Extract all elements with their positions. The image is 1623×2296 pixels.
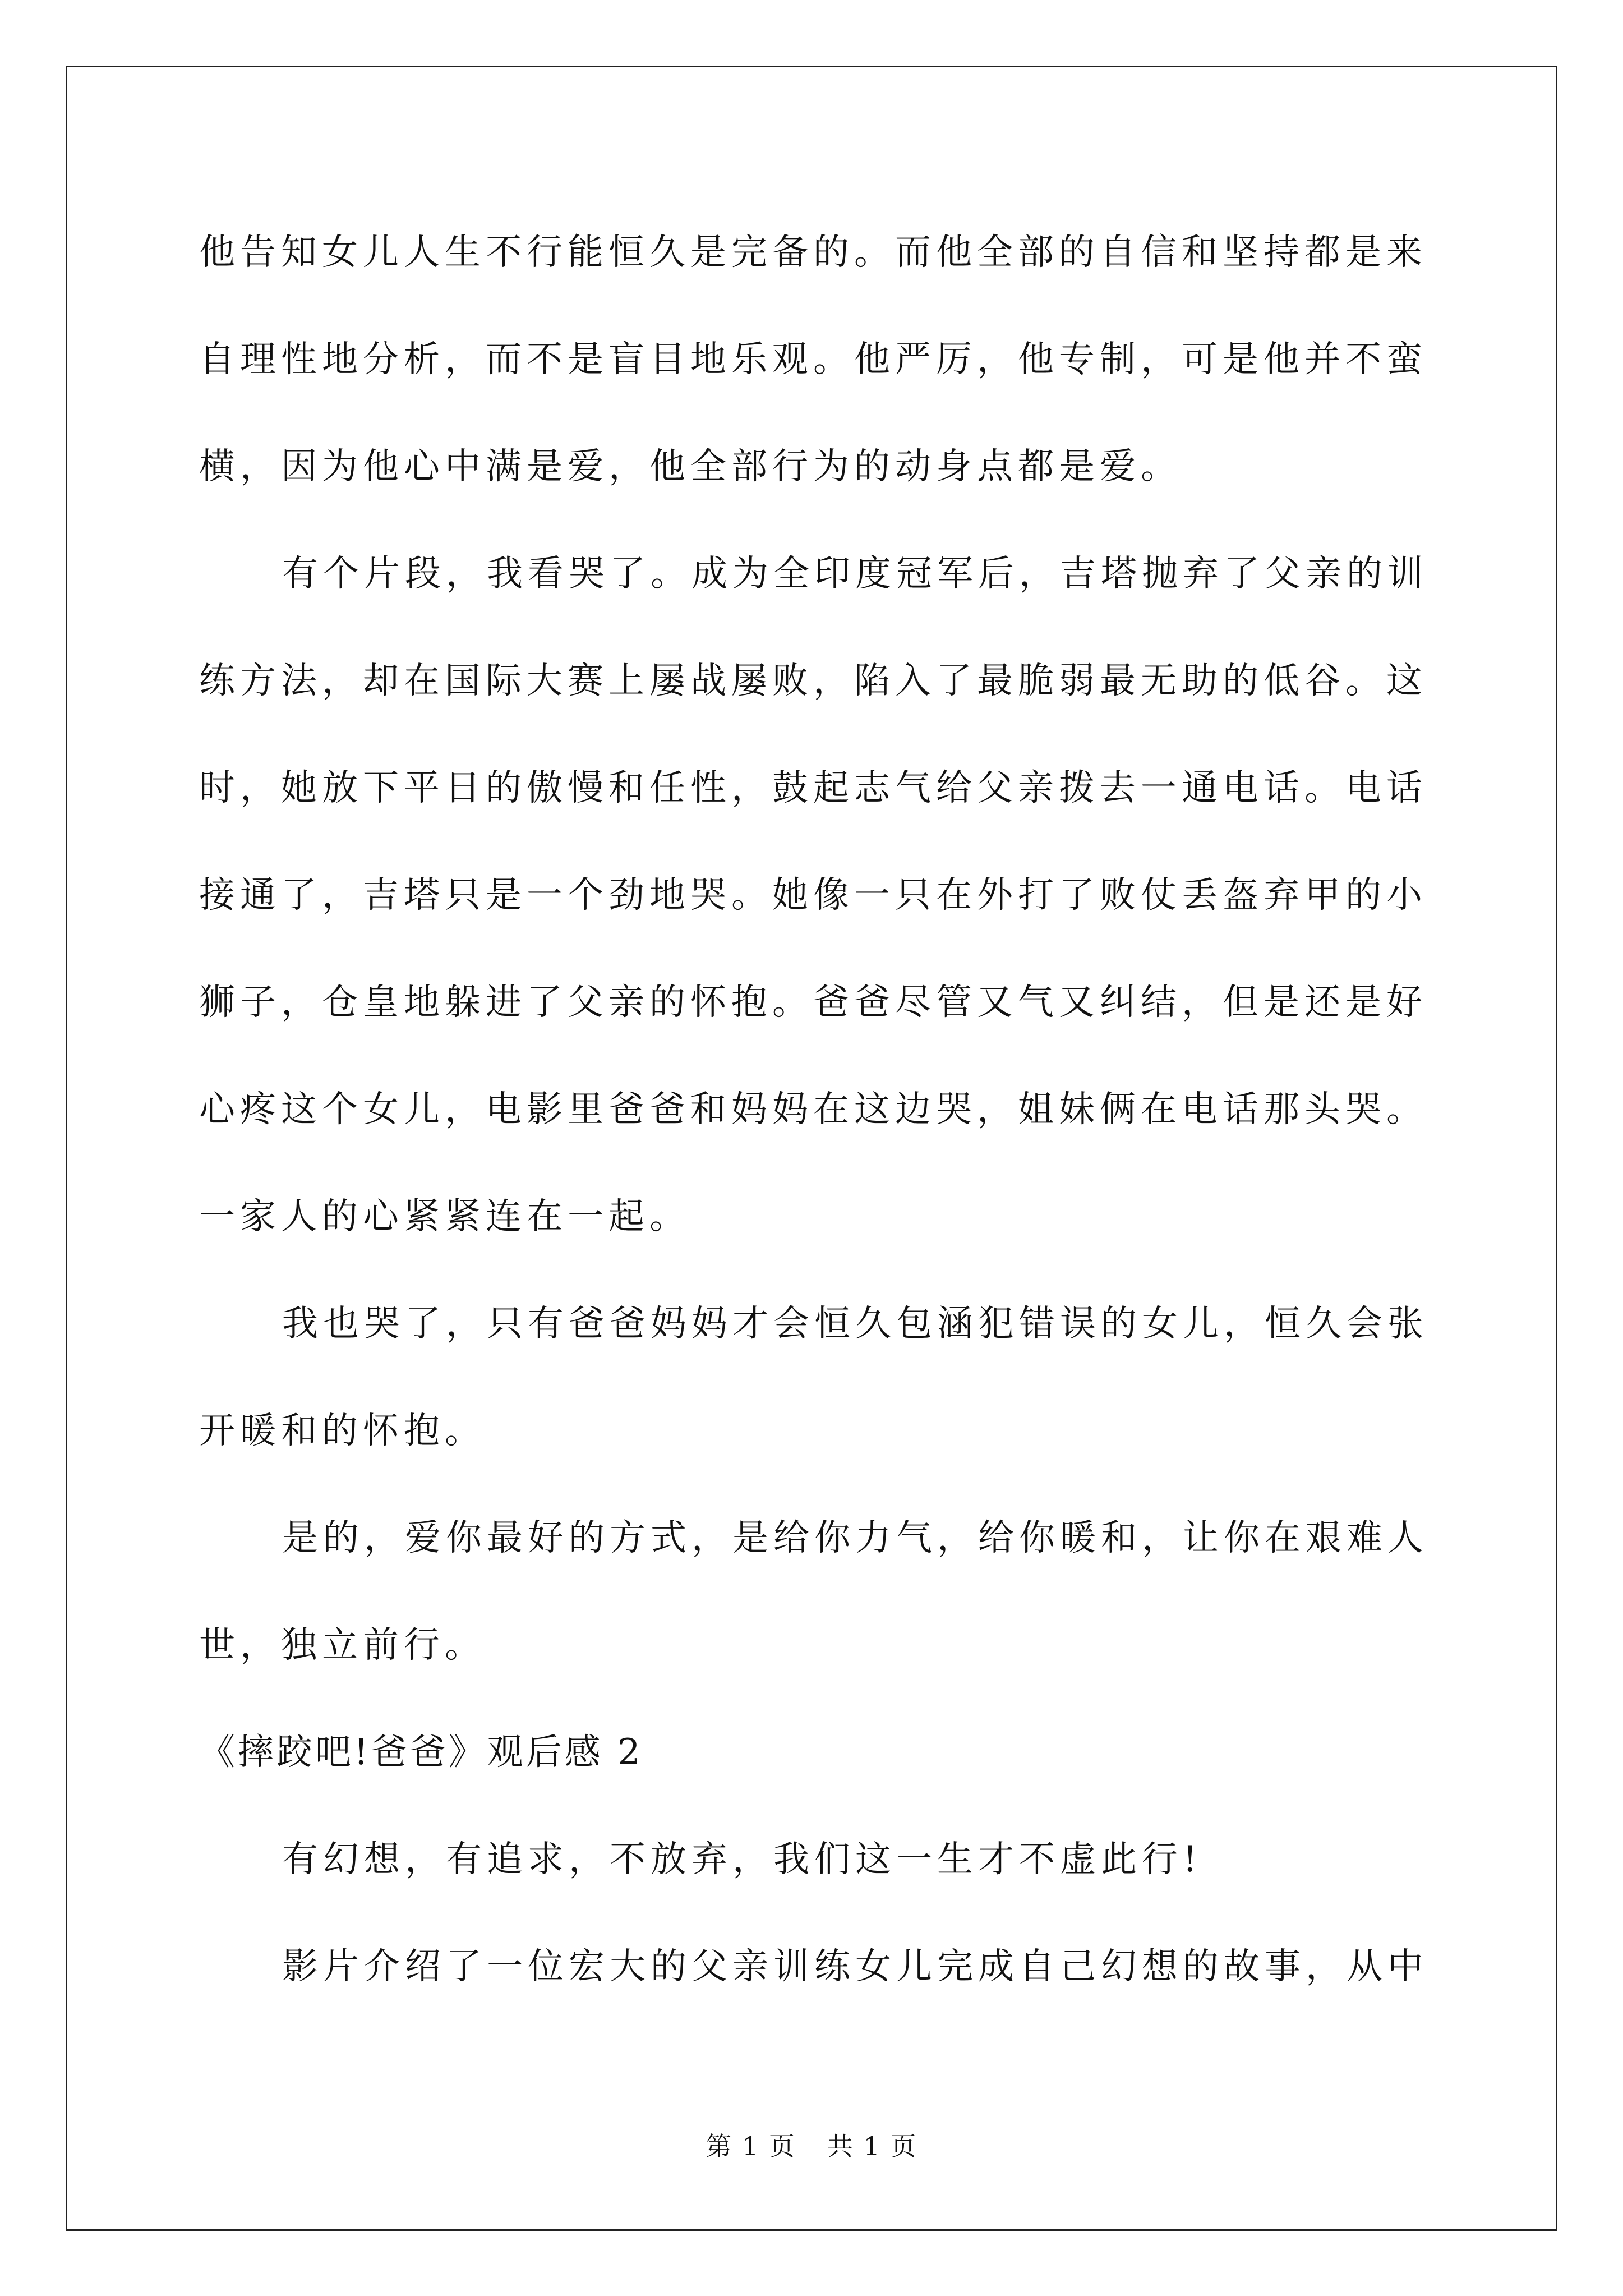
text-line: 他告知女儿人生不行能恒久是完备的。而他全部的自信和坚持都是来 — [199, 232, 1427, 273]
text-line: 心疼这个女儿，电影里爸爸和妈妈在这边哭，姐妹俩在电话那头哭。 — [199, 1089, 1427, 1130]
text-line: 开暖和的怀抱。 — [199, 1410, 486, 1452]
text-line: 世，独立前行。 — [199, 1625, 486, 1666]
paragraph-start-line: 有幻想，有追求，不放弃，我们这一生才不虚此行! — [282, 1839, 1202, 1880]
paragraph-start-line: 我也哭了，只有爸爸妈妈才会恒久包涵犯错误的女儿，恒久会张 — [282, 1303, 1428, 1345]
paragraph-start-line: 有个片段，我看哭了。成为全印度冠军后，吉塔抛弃了父亲的训 — [282, 553, 1428, 595]
text-line: 练方法，却在国际大赛上屡战屡败，陷入了最脆弱最无助的低谷。这 — [199, 660, 1427, 702]
text-line: 横，因为他心中满是爱，他全部行为的动身点都是爱。 — [199, 446, 1182, 487]
paragraph-start-line: 是的，爱你最好的方式，是给你力气，给你暖和，让你在艰难人 — [282, 1517, 1428, 1559]
text-line: 自理性地分析，而不是盲目地乐观。他严厉，他专制，可是他并不蛮 — [199, 339, 1427, 380]
paragraph-start-line: 影片介绍了一位宏大的父亲训练女儿完成自己幻想的故事，从中 — [282, 1946, 1428, 1987]
document-body — [199, 210, 1427, 2032]
page-total: 共 1 页 — [827, 2131, 917, 2161]
text-line: 接通了，吉塔只是一个劲地哭。她像一只在外打了败仗丢盔弃甲的小 — [199, 875, 1427, 916]
text-line: 狮子，仓皇地躲进了父亲的怀抱。爸爸尽管又气又纠结，但是还是好 — [199, 982, 1427, 1023]
page-number: 第 1 页 — [706, 2131, 796, 2161]
text-line: 一家人的心紧紧连在一起。 — [199, 1196, 690, 1237]
text-line: 时，她放下平日的傲慢和任性，鼓起志气给父亲拨去一通电话。电话 — [199, 767, 1427, 809]
page-footer — [0, 2126, 1623, 2163]
section-heading: 《摔跤吧!爸爸》观后感 2 — [199, 1732, 643, 1773]
